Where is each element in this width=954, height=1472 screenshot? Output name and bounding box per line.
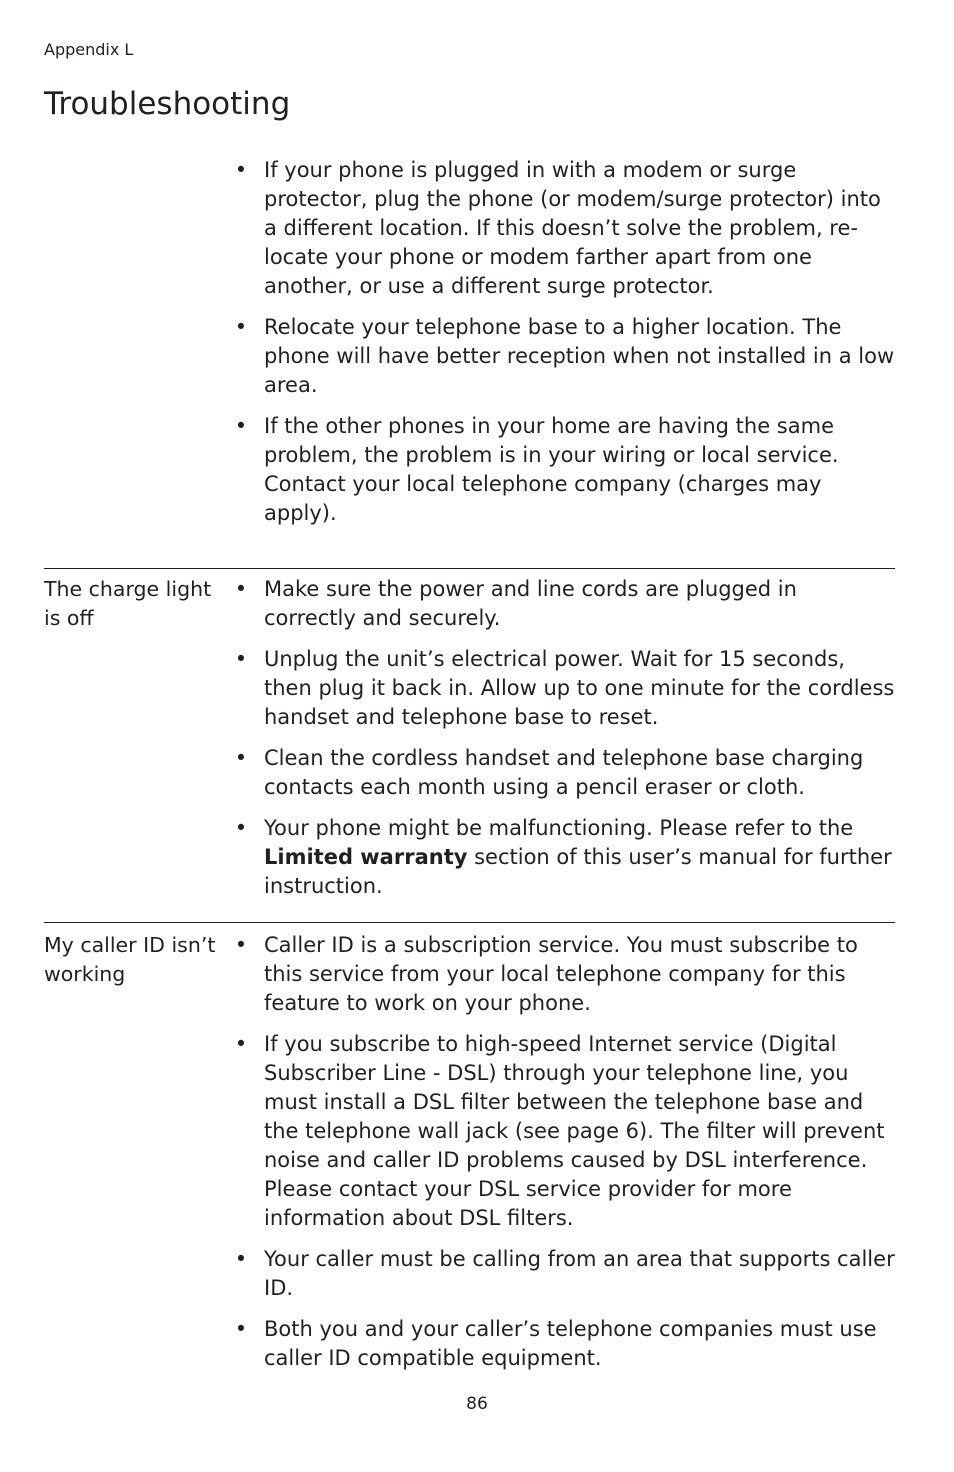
list-item-text: Both you and your caller’s telephone companies must use caller ID compatible equipment.	[264, 1317, 877, 1370]
list-item	[234, 412, 895, 528]
appendix-label: Appendix L	[44, 40, 134, 59]
limited-warranty-reference: Limited warranty	[264, 845, 468, 869]
list-item	[234, 1315, 895, 1373]
list-item	[234, 744, 895, 802]
bullet-icon: •	[234, 1317, 248, 1341]
troubleshooting-section-caller-id	[44, 922, 895, 1370]
page-title: Troubleshooting	[44, 86, 291, 122]
list-item	[234, 814, 895, 901]
list-item	[234, 575, 895, 633]
list-item-text: Your caller must be calling from an area that supports caller ID.	[264, 1247, 895, 1300]
bullet-list	[234, 931, 895, 1385]
list-item-text: If the other phones in your home are having the same problem, the problem is in your wiring or local service. Contact your local telephone company (charges may apply).	[264, 414, 839, 525]
list-item-text: Relocate your telephone base to a higher location. The phone will have better reception when not installed in a low area.	[264, 315, 895, 397]
bullet-list	[234, 156, 895, 540]
bullet-icon: •	[234, 816, 248, 840]
bullet-icon: •	[234, 315, 248, 339]
problem-label: The charge light is off	[44, 577, 212, 630]
bullet-icon: •	[234, 158, 248, 182]
bullet-list	[234, 575, 895, 913]
bullet-icon: •	[234, 1247, 248, 1271]
list-item	[234, 313, 895, 400]
list-item	[234, 645, 895, 732]
bullet-icon: •	[234, 933, 248, 957]
list-item-text: Caller ID is a subscription service. You must subscribe to this service from your local telephone company for this feature to work on your phone.	[264, 933, 858, 1015]
bullet-icon: •	[234, 647, 248, 671]
list-item-text: section of this user’s manual for further instruction.	[264, 845, 892, 898]
list-item	[234, 156, 895, 301]
bullet-icon: •	[234, 414, 248, 438]
list-item-text: If you subscribe to high-speed Internet service (Digital Subscriber Line - DSL) through your telephone line, you must install a DSL filter between the telephone base and the telephone wall jack (see page 6). The filter will prevent noise and caller ID problems caused by DSL interference. Please contact your DSL service provider for more information about DSL filters.	[264, 1032, 885, 1230]
list-item	[234, 1245, 895, 1303]
list-item-text: Clean the cordless handset and telephone base charging contacts each month using a pencil eraser or cloth.	[264, 746, 864, 799]
list-item	[234, 931, 895, 1018]
bullet-icon: •	[234, 577, 248, 601]
list-item	[234, 1030, 895, 1233]
list-item-text: If your phone is plugged in with a modem or surge protector, plug the phone (or modem/surge protector) into a different location. If this doesn’t solve the problem, re-locate your phone or modem farther apart from one another, or use a different surge protector.	[264, 158, 881, 298]
bullet-icon: •	[234, 1032, 248, 1056]
list-item-text: Your phone might be malfunctioning. Please refer to the	[264, 816, 854, 840]
list-item-text: Unplug the unit’s electrical power. Wait for 15 seconds, then plug it back in. Allow up to one minute for the cordless handset and telephone base to reset.	[264, 647, 895, 729]
problem-label: My caller ID isn’t working	[44, 933, 216, 986]
bullet-icon: •	[234, 746, 248, 770]
list-item-text: Make sure the power and line cords are plugged in correctly and securely.	[264, 577, 797, 630]
page-number: 86	[466, 1394, 488, 1414]
troubleshooting-section-charge-light	[44, 568, 895, 898]
